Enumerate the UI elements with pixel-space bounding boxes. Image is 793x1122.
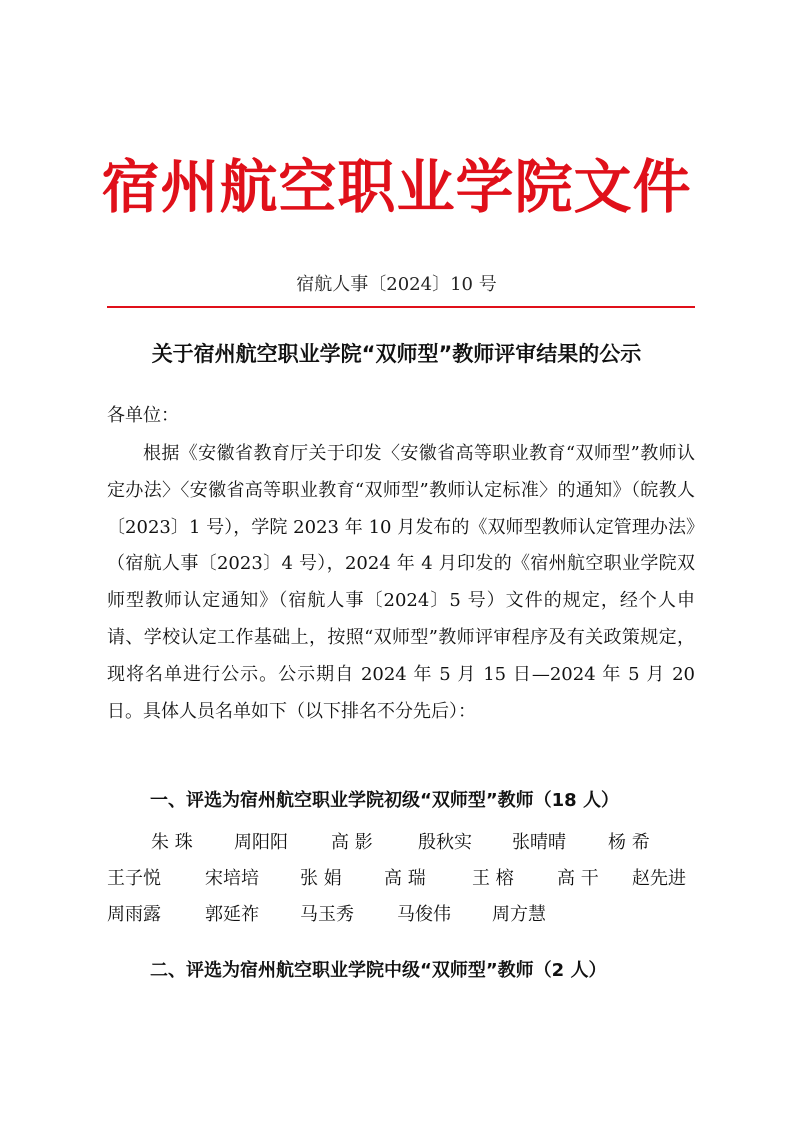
person-name: 马俊伟 <box>397 904 451 925</box>
header-divider <box>107 306 695 308</box>
body-paragraph: 根据《安徽省教育厅关于印发〈安徽省高等职业教育“双师型”教师认定办法〉〈安徽省高等职业教育“双师型”教师认定标准〉的通知》（皖教人〔2023〕1 号），学院 2023 年 10 月发布的《双师型教师认定管理办法》（宿航人事〔2023〕4 号），2024 年 4 月印发的《宿州航空职业学院双师型教师认定通知》（宿航人事〔2024〕5 号）文件的规定，经个人申请、学校认定工作基础上，按照“双师型”教师评审程序及有关政策规定，现将名单进行公示。公示期自 2024 年 5 月 15 日—2024 年 5 月 20 日。具体人员名单如下（以下排名不分先后）： <box>107 443 695 722</box>
person-name: 高 干 <box>557 868 599 889</box>
person-name: 王 榕 <box>472 868 514 889</box>
salutation: 各单位： <box>107 405 179 426</box>
person-name: 张晴晴 <box>512 832 566 853</box>
person-name: 王子悦 <box>107 868 161 889</box>
name-list <box>107 828 707 936</box>
person-name: 马玉秀 <box>300 904 354 925</box>
person-name: 殷秋实 <box>418 832 472 853</box>
name-row <box>107 864 707 900</box>
person-name: 高 瑞 <box>384 868 426 889</box>
person-name: 张 娟 <box>300 868 342 889</box>
person-name: 宋培培 <box>205 868 259 889</box>
person-name: 朱 珠 <box>151 832 193 853</box>
document-title: 关于宿州航空职业学院“双师型”教师评审结果的公示 <box>151 342 642 366</box>
document-number: 宿航人事〔2024〕10 号 <box>296 274 497 295</box>
person-name: 周雨露 <box>107 904 161 925</box>
name-row <box>107 900 707 936</box>
section-heading-junior: 一、评选为宿州航空职业学院初级“双师型”教师（18 人） <box>150 790 619 811</box>
person-name: 高 影 <box>331 832 373 853</box>
name-row <box>107 828 707 864</box>
person-name: 周阳阳 <box>234 832 288 853</box>
document-header-title: 宿州航空职业学院文件 <box>101 153 692 221</box>
person-name: 杨 希 <box>608 832 650 853</box>
person-name: 郭延祚 <box>205 904 259 925</box>
section-heading-intermediate: 二、评选为宿州航空职业学院中级“双师型”教师（2 人） <box>150 960 607 981</box>
person-name: 周方慧 <box>492 904 546 925</box>
person-name: 赵先进 <box>632 868 686 889</box>
